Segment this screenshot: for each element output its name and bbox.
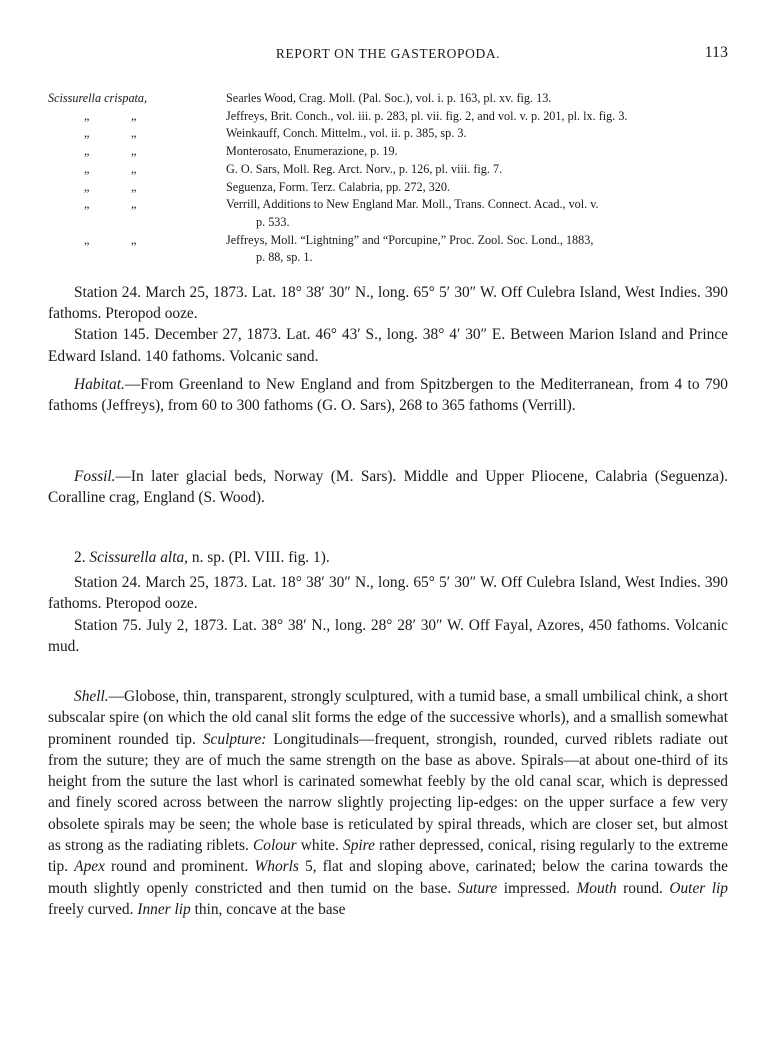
reference-entry bbox=[48, 143, 728, 161]
ditto-mark: „ bbox=[84, 126, 90, 141]
suture-label: Suture bbox=[457, 879, 498, 897]
ditto-mark: „ bbox=[131, 232, 137, 247]
reference-entry bbox=[48, 232, 728, 267]
species-number: 2. bbox=[74, 549, 86, 566]
whorls-label: Whorls bbox=[254, 858, 299, 876]
reference-entry bbox=[48, 196, 728, 231]
page-number: 113 bbox=[704, 44, 728, 61]
running-header bbox=[48, 46, 728, 66]
species-heading bbox=[48, 547, 728, 568]
citation-text: G. O. Sars, Moll. Reg. Arct. Norv., p. 126, pl. viii. fig. 7. bbox=[226, 161, 503, 176]
station-list-crispata bbox=[48, 282, 728, 367]
habitat-paragraph bbox=[48, 374, 728, 416]
suture-text: impressed. bbox=[497, 879, 577, 897]
fossil-label: Fossil. bbox=[74, 468, 116, 485]
apex-label: Apex bbox=[74, 858, 105, 876]
ditto-mark: „ bbox=[131, 144, 137, 159]
inner-lip-text: thin, concave at the base bbox=[190, 900, 346, 918]
species-name: Scissurella crispata, bbox=[48, 91, 148, 105]
mouth-label: Mouth bbox=[576, 879, 617, 897]
mouth-text: round. bbox=[616, 879, 670, 897]
ditto-mark: „ bbox=[84, 144, 90, 159]
outer-lip-text: freely curved. bbox=[48, 900, 138, 918]
habitat-label: Habitat. bbox=[74, 376, 125, 393]
fossil-text: —In later glacial beds, Norway (M. Sars). Middle and Upper Pliocene, Calabria (Seguenza). Coralline crag, England (S. Wood). bbox=[48, 468, 728, 507]
synonymy-references bbox=[48, 90, 728, 267]
reference-entry bbox=[48, 161, 728, 179]
outer-lip-label: Outer lip bbox=[669, 879, 728, 897]
sculpture-label: Sculpture: bbox=[202, 730, 267, 748]
species-alta-section bbox=[48, 547, 728, 657]
citation-text: Jeffreys, Brit. Conch., vol. iii. p. 283, pl. vii. fig. 2, and vol. v. p. 201, pl. lx. fig. 3. bbox=[226, 108, 628, 123]
ditto-mark: „ bbox=[131, 161, 137, 176]
station-entry: Station 75. July 2, 1873. Lat. 38° 38′ N., long. 28° 28′ 30″ W. Off Fayal, Azores, 450 fathoms. Volcanic mud. bbox=[48, 616, 728, 655]
citation-text: Seguenza, Form. Terz. Calabria, pp. 272, 320. bbox=[226, 179, 450, 194]
ditto-mark: „ bbox=[131, 179, 137, 194]
inner-lip-label: Inner lip bbox=[137, 900, 191, 918]
colour-label: Colour bbox=[253, 837, 297, 855]
citation-text: Weinkauff, Conch. Mittelm., vol. ii. p. 385, sp. 3. bbox=[226, 126, 467, 141]
fossil-paragraph bbox=[48, 466, 728, 508]
habitat-text: —From Greenland to New England and from Spitzbergen to the Mediterranean, from 4 to 790 fathoms (Jeffreys), from 60 to 300 fathoms (G. O. Sars), 268 to 365 fathoms (Verrill). bbox=[48, 376, 728, 415]
spire-label: Spire bbox=[343, 837, 375, 855]
spire-text: rather depressed, conical, rising regularly to the extreme tip. bbox=[48, 837, 728, 876]
reference-entry bbox=[48, 108, 728, 126]
ditto-mark: „ bbox=[84, 108, 90, 123]
ditto-mark: „ bbox=[84, 197, 90, 212]
apex-text: round and prominent. bbox=[104, 858, 255, 876]
running-title: REPORT ON THE GASTEROPODA. bbox=[275, 46, 501, 61]
shell-label: Shell. bbox=[74, 688, 109, 705]
station-entry: Station 24. March 25, 1873. Lat. 18° 38′ 30″ N., long. 65° 5′ 30″ W. Off Culebra Island, West Indies. 390 fathoms. Pteropod ooze. bbox=[48, 574, 728, 613]
ditto-mark: „ bbox=[84, 161, 90, 176]
species-plate: n. sp. (Pl. VIII. fig. 1). bbox=[188, 549, 330, 566]
colour-text: white. bbox=[296, 837, 344, 855]
citation-continuation: p. 533. bbox=[256, 214, 290, 229]
ditto-mark: „ bbox=[131, 126, 137, 141]
whorls-text: 5, flat and sloping above, carinated; below the carina towards the mouth slightly openly constricted and then tumid on the base. bbox=[48, 858, 728, 897]
shell-text: —Globose, thin, transparent, strongly sculptured, with a tumid base, a small umbilical chink, a short subscalar spire (on which the old canal slit forms the edge of the successive whorls), and a smallish somewhat prominent rounded tip. bbox=[48, 688, 728, 748]
ditto-mark: „ bbox=[84, 179, 90, 194]
species-name: Scissurella alta, bbox=[89, 549, 189, 566]
citation-text: Verrill, Additions to New England Mar. Moll., Trans. Connect. Acad., vol. v. bbox=[226, 197, 599, 212]
shell-description bbox=[48, 686, 728, 920]
reference-entry bbox=[48, 125, 728, 143]
station-entry: Station 145. December 27, 1873. Lat. 46° 43′ S., long. 38° 4′ 30″ E. Between Marion Island and Prince Edward Island. 140 fathoms. Volcanic sand. bbox=[48, 326, 728, 365]
reference-entry bbox=[48, 90, 728, 108]
ditto-mark: „ bbox=[131, 108, 137, 123]
ditto-mark: „ bbox=[84, 232, 90, 247]
citation-continuation: p. 88, sp. 1. bbox=[256, 250, 313, 265]
citation-text: Jeffreys, Moll. “Lightning” and “Porcupine,” Proc. Zool. Soc. Lond., 1883, bbox=[226, 232, 594, 247]
citation-text: Searles Wood, Crag. Moll. (Pal. Soc.), vol. i. p. 163, pl. xv. fig. 13. bbox=[226, 91, 552, 105]
sculpture-text: Longitudinals—frequent, strongish, rounded, curved riblets radiate out from the suture; they are of much the same strength on the base as above. Spirals—at about one-third of its height from the suture the last whorl is carinated somewhat feebly by the old canal scar, which is depressed and finely scored across between the narrow slightly projecting lip-edges: on the upper surface a few very obsolete spirals may be seen; the whole base is reticulated by spiral threads, which are closer set, but almost as strong as the radiating riblets. bbox=[48, 730, 728, 855]
ditto-mark: „ bbox=[131, 197, 137, 212]
citation-text: Monterosato, Enumerazione, p. 19. bbox=[226, 144, 398, 159]
station-entry: Station 24. March 25, 1873. Lat. 18° 38′ 30″ N., long. 65° 5′ 30″ W. Off Culebra Island, West Indies. 390 fathoms. Pteropod ooze. bbox=[48, 284, 728, 323]
reference-entry bbox=[48, 179, 728, 197]
